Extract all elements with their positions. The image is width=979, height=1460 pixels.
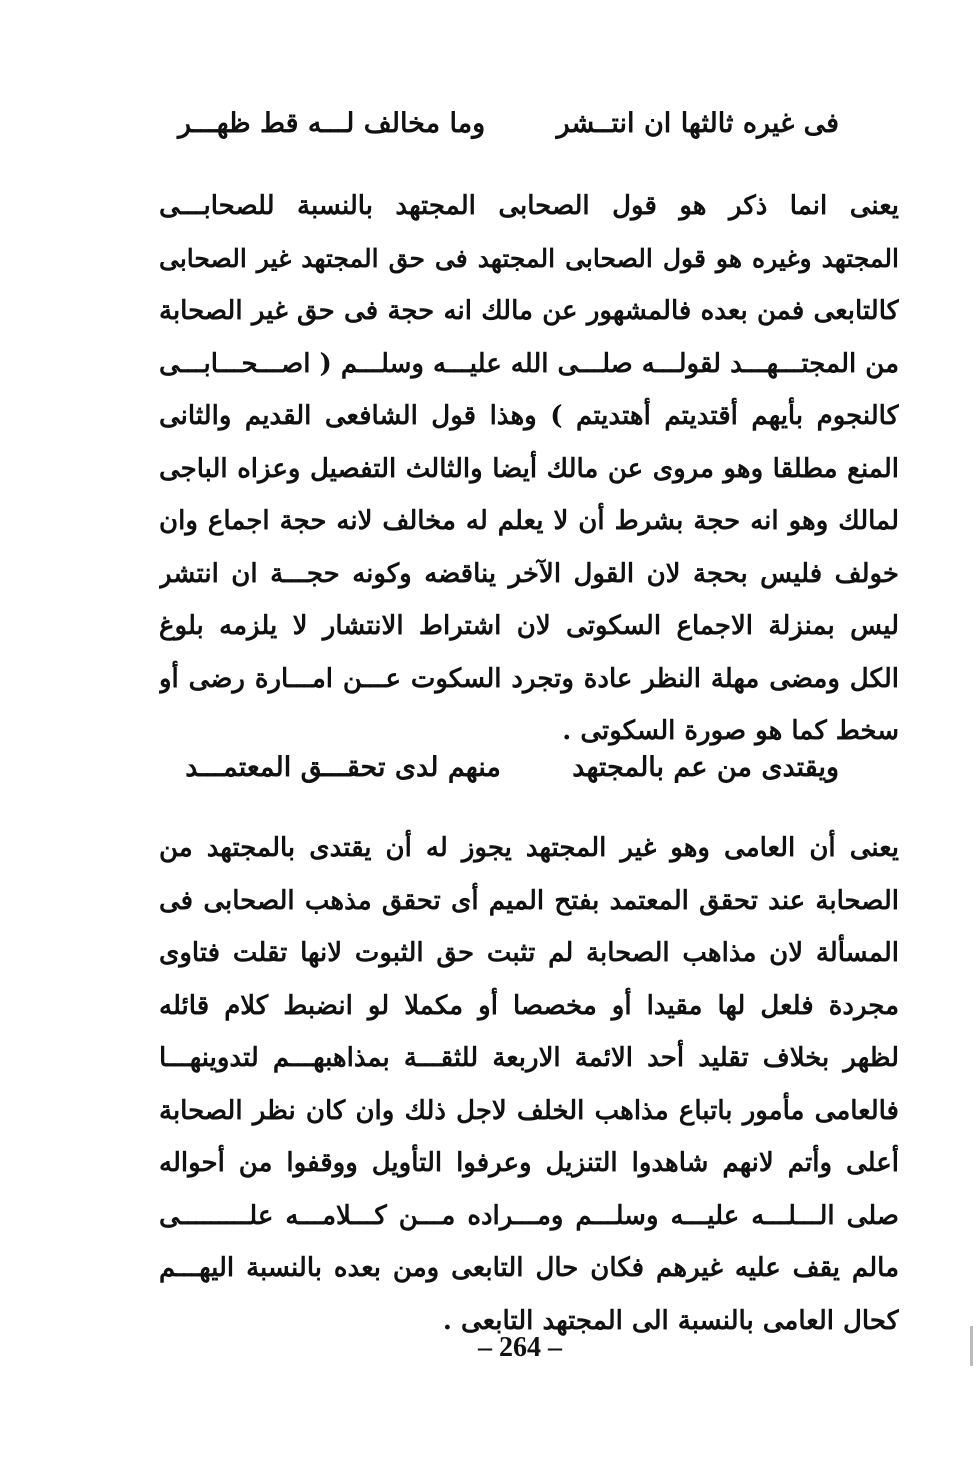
- text-line: كحال العامى بالنسبة الى المجتهد التابعى .: [442, 1305, 899, 1336]
- text-line: الصحابة عند تحقق المعتمد بفتح الميم أى تحقق مذهب الصحابى فى: [159, 885, 899, 916]
- verse-1-second-hemistich: وما مخالف لـــه قط ظهـــر: [178, 108, 486, 139]
- commentary-paragraph-1: [159, 180, 899, 758]
- text-line: مالم يقف عليه غيرهم فكان حال التابعى ومن بعده بالنسبة اليهـــم: [159, 1253, 899, 1283]
- text-line: الكل ومضى مهلة النظر عادة وتجرد السكوت عـــن امـــارة رضى أو: [159, 663, 899, 694]
- text-line: من المجتـــهـــد لقولـــه صلـــى الله عليـــه وسلـــم ( اصـــحـــابـــى: [159, 348, 899, 379]
- text-line: المسألة لان مذاهب الصحابة لم تثبت حق الثبوت لانها تقلت فتاوى: [159, 938, 899, 968]
- verse-1-first-hemistich: فى غيره ثالثها ان انتــشر: [556, 108, 839, 139]
- text-line: يعنى أن العامى وهو غير المجتهد يجوز له أن يقتدى بالمجتهد من: [159, 833, 899, 863]
- text-line: كالنجوم بأيهم أقتديتم أهتديتم ) وهذا قول الشافعى القديم والثانى: [159, 401, 899, 431]
- text-line: كالتابعى فمن بعده فالمشهور عن مالك انه حجة فى حق غير الصحابة: [159, 296, 899, 326]
- verse-2-second-hemistich: منهم لدى تحقـــق المعتمـــد: [185, 752, 501, 783]
- text-line: سخط كما هو صورة السكوتى .: [562, 716, 899, 746]
- text-line: لظهر بخلاف تقليد أحد الائمة الاربعة للثقـــة بمذاهبهـــم لتدوينهـــا: [159, 1043, 899, 1073]
- text-line: المنع مطلقا وهو مروى عن مالك أيضا والثالث التفصيل وعزاه الباجى: [159, 453, 899, 484]
- text-line: المجتهد وغيره هو قول الصحابى المجتهد فى حق المجتهد غير الصحابى: [159, 243, 899, 273]
- text-line: خولف فليس بحجة لان القول الآخر يناقضه وكونه حجـــة ان انتشر: [159, 558, 899, 589]
- verse-line-2: [185, 752, 839, 783]
- text-line: صلى الـــلـــه عليـــه وسلـــم ومـــراده مـــن كـــلامـــه علـــــــــى: [159, 1200, 899, 1231]
- text-line: فالعامى مأمور باتباع مذاهب الخلف لاجل ذلك وان كان نظر الصحابة: [159, 1095, 899, 1126]
- verse-line-1: [178, 108, 839, 139]
- page-number: – 264 –: [478, 1332, 562, 1363]
- text-line: يعنى انما ذكر هو قول الصحابى المجتهد بالنسبة للصحابـــى: [159, 191, 899, 221]
- scan-edge-mark: [970, 1326, 973, 1366]
- verse-2-first-hemistich: ويقتدى من عم بالمجتهد: [572, 752, 839, 783]
- text-line: أعلى وأتم لانهم شاهدوا التنزيل وعرفوا التأويل ووقفوا من أحواله: [159, 1148, 899, 1178]
- commentary-paragraph-2: [159, 822, 899, 1347]
- text-line: لمالك وهو انه حجة بشرط أن لا يعلم له مخالف لانه حجة اجماع وان: [159, 506, 899, 536]
- text-line: مجردة فلعل لها مقيدا أو مخصصا أو مكملا لو انضبط كلام قائله: [159, 990, 899, 1021]
- text-line: ليس بمنزلة الاجماع السكوتى لان اشتراط الانتشار لا يلزمه بلوغ: [159, 611, 899, 641]
